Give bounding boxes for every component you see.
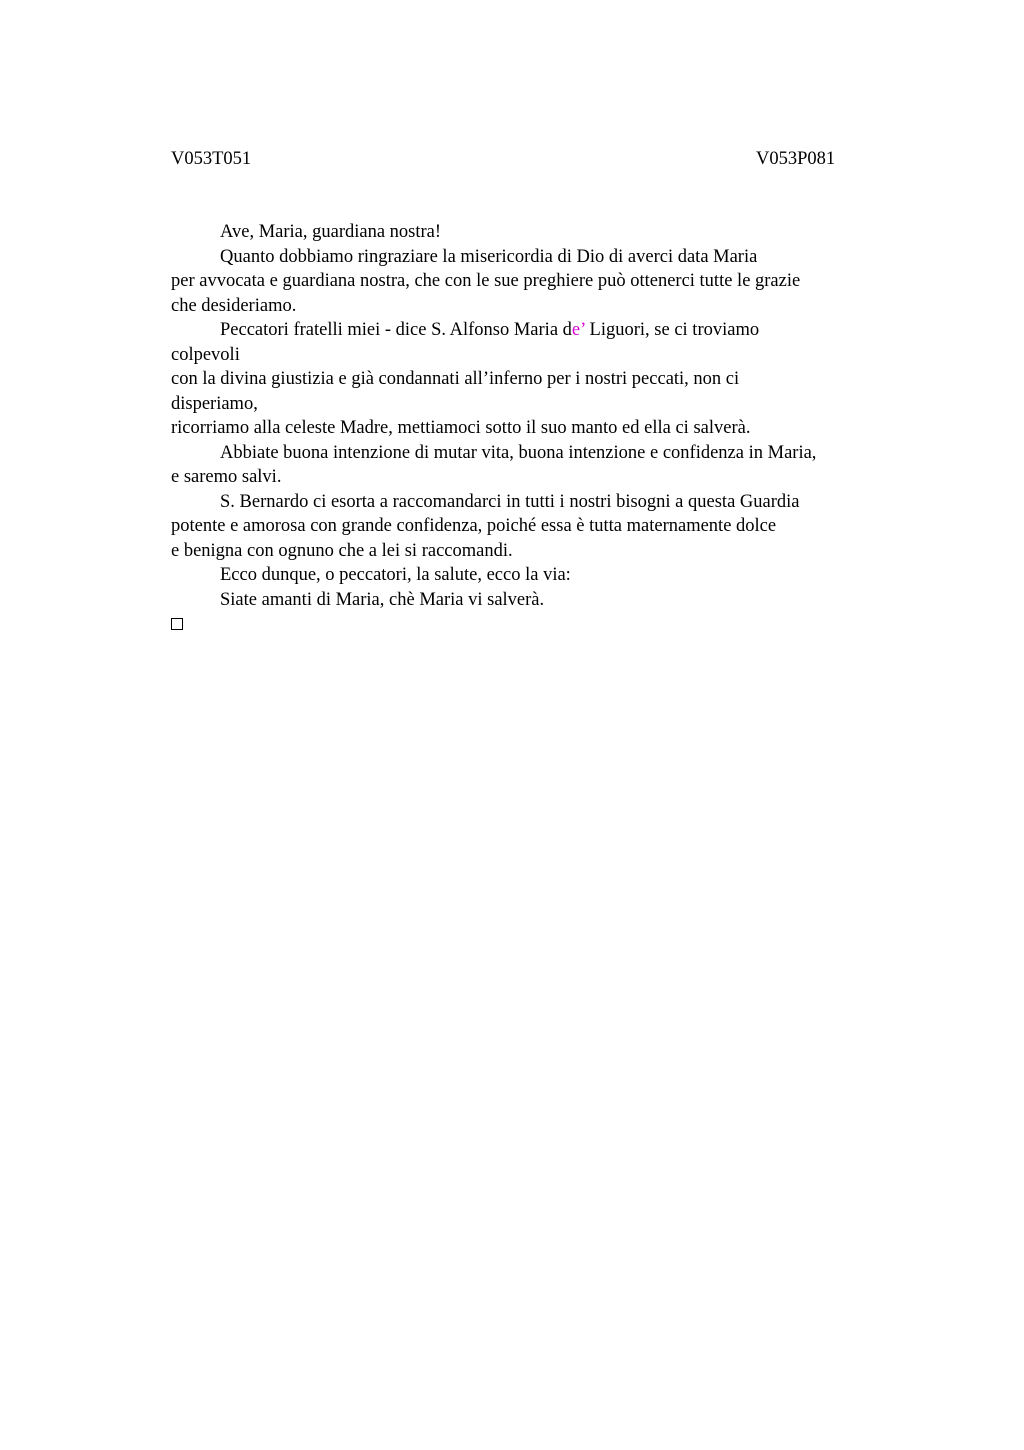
- text-line: Abbiate buona intenzione di mutar vita, buona intenzione e confidenza in Maria,: [220, 442, 817, 463]
- text-line: Ecco dunque, o peccatori, la salute, ecco la via:: [220, 565, 571, 585]
- text-line: e saremo salvi.: [171, 467, 282, 487]
- end-marker-box-icon: [171, 618, 183, 630]
- text-line: per avvocata e guardiana nostra, che con le sue preghiere può ottenerci tutte le grazie: [171, 271, 801, 291]
- document-body: [171, 220, 901, 630]
- text-line: ricorriamo alla celeste Madre, mettiamoci sotto il suo manto ed ella ci salverà.: [171, 418, 751, 438]
- text-line: Siate amanti di Maria, chè Maria vi salverà.: [220, 589, 545, 610]
- text-line: Ave, Maria, guardiana nostra!: [220, 222, 442, 242]
- text-segment: Peccatori fratelli miei - dice S. Alfonso Maria d: [220, 320, 572, 340]
- text-line: e benigna con ognuno che a lei si raccomandi.: [171, 540, 513, 561]
- header-code-right: V053P081: [756, 149, 836, 169]
- text-line: Quanto dobbiamo ringraziare la misericordia di Dio di averci data Maria: [220, 246, 758, 267]
- text-line: colpevoli: [171, 344, 240, 365]
- header-code-left: V053T051: [171, 149, 252, 169]
- text-line: che desideriamo.: [171, 295, 297, 316]
- text-line: S. Bernardo ci esorta a raccomandarci in tutti i nostri bisogni a questa Guardia: [220, 491, 800, 512]
- text-line: potente e amorosa con grande confidenza, poiché essa è tutta maternamente dolce: [171, 516, 777, 536]
- text-line: disperiamo,: [171, 393, 258, 414]
- text-line: con la divina giustizia e già condannati all’inferno per i nostri peccati, non ci: [171, 369, 740, 389]
- highlighted-text: e’: [571, 320, 585, 340]
- text-segment: Liguori, se ci troviamo: [584, 320, 760, 340]
- text-line: [171, 318, 901, 343]
